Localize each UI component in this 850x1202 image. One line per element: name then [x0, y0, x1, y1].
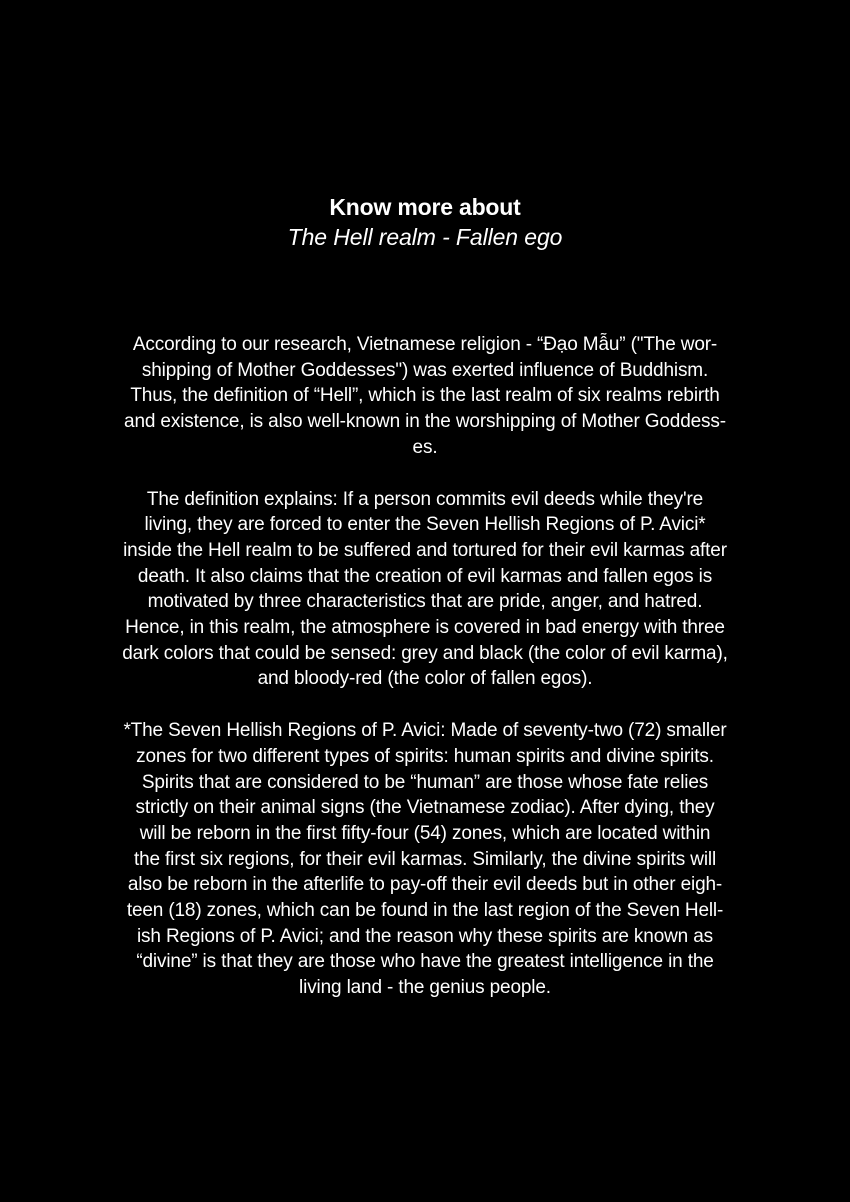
text-line: living, they are forced to enter the Seven Hellish Regions of P. Avici*: [144, 514, 706, 536]
text-line: *The Seven Hellish Regions of P. Avici: Made of seventy-two (72) smaller: [123, 720, 727, 742]
heading-subtitle: The Hell realm - Fallen ego: [287, 224, 563, 250]
text-line: inside the Hell realm to be suffered and tortured for their evil karmas after: [123, 539, 727, 561]
text-line: death. It also claims that the creation of evil karmas and fallen egos is: [137, 565, 713, 587]
paragraph-intro: [60, 332, 790, 461]
text-line: Thus, the definition of “Hell”, which is the last realm of six realms rebirth: [130, 385, 720, 407]
heading-title: Know more about: [329, 194, 521, 220]
text-line: zones for two different types of spirits: human spirits and divine spirits.: [136, 745, 714, 767]
text-line: motivated by three characteristics that are pride, anger, and hatred.: [147, 591, 703, 613]
text-line: will be reborn in the first fifty-four (54) zones, which are located within: [139, 822, 711, 844]
text-line: The definition explains: If a person commits evil deeds while they're: [146, 488, 704, 510]
body-text: [60, 332, 790, 1027]
text-line: ish Regions of P. Avici; and the reason why these spirits are known as: [136, 925, 713, 947]
text-line: According to our research, Vietnamese religion - “Đạo Mẫu” ("The wor-: [132, 334, 718, 355]
text-line: shipping of Mother Goddesses") was exerted influence of Buddhism.: [141, 359, 709, 381]
text-line: the first six regions, for their evil karmas. Similarly, the divine spirits will: [133, 848, 717, 870]
text-line: Spirits that are considered to be “human” are those whose fate relies: [141, 771, 709, 793]
text-line: es.: [412, 436, 438, 458]
text-line: living land - the genius people.: [299, 977, 551, 999]
text-line: “divine” is that they are those who have the greatest intelligence in the: [136, 951, 714, 973]
text-line: and bloody-red (the color of fallen egos).: [257, 668, 593, 690]
paragraph-footnote: [60, 718, 790, 1001]
text-line: dark colors that could be sensed: grey and black (the color of evil karma),: [122, 642, 728, 664]
text-line: teen (18) zones, which can be found in the last region of the Seven Hell-: [126, 900, 724, 922]
text-line: and existence, is also well-known in the worshipping of Mother Goddess-: [124, 411, 726, 433]
text-line: Hence, in this realm, the atmosphere is covered in bad energy with three: [125, 617, 725, 639]
text-line: also be reborn in the afterlife to pay-off their evil deeds but in other eigh-: [127, 874, 723, 896]
text-line: strictly on their animal signs (the Vietnamese zodiac). After dying, they: [135, 797, 715, 819]
section-heading: [0, 192, 850, 252]
paragraph-definition: [60, 487, 790, 693]
